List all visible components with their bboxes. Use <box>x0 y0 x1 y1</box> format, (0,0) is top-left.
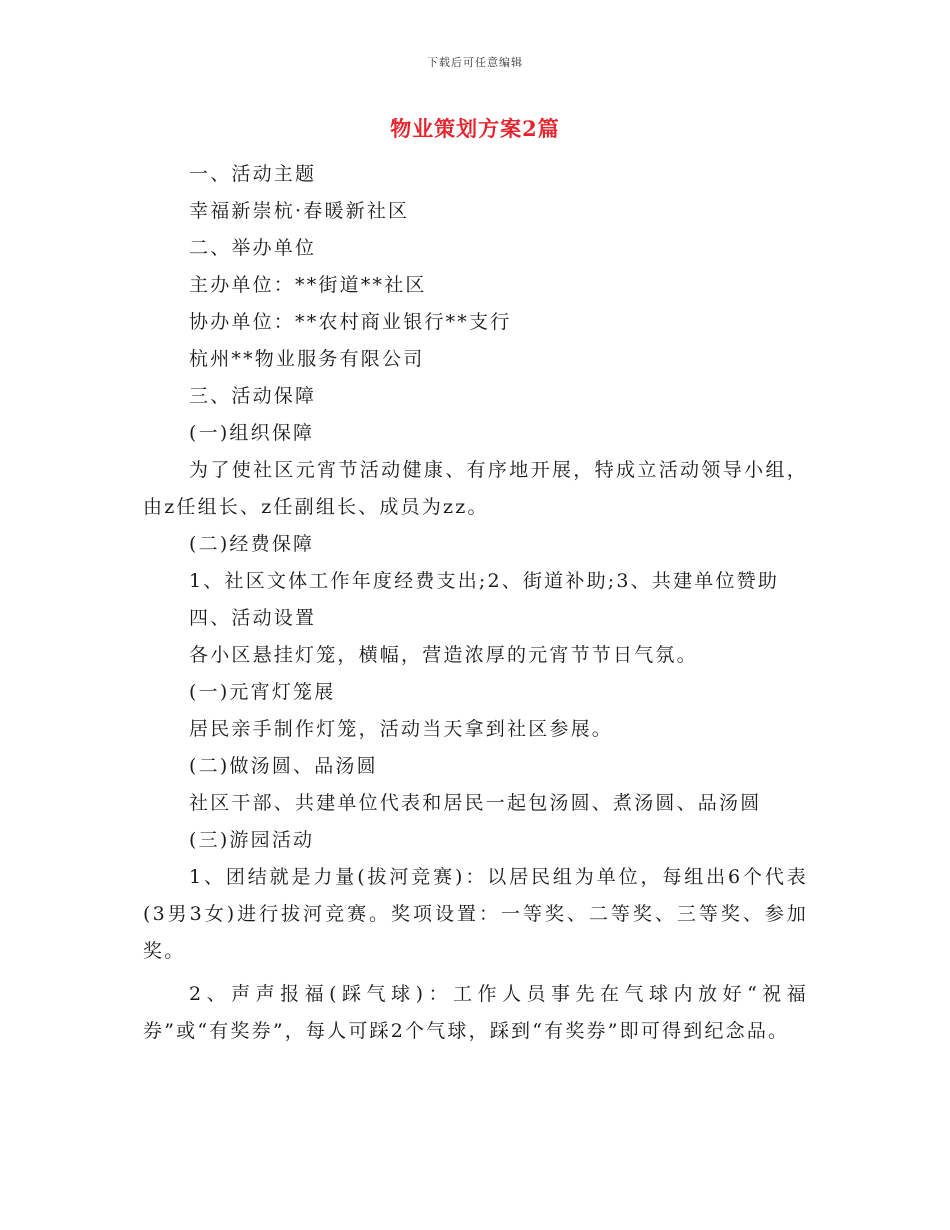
paragraph-property-company: 杭州**物业服务有限公司 <box>189 348 425 370</box>
section-heading-activities: 四、活动设置 <box>189 607 317 629</box>
paragraph-tug-of-war: 1、团结就是力量(拔河竞赛)：以居民组为单位，每组出6个代表(3男3女)进行拔河竞赛。奖项设置：一等奖、二等奖、三等奖、参加奖。 <box>143 866 808 962</box>
paragraph-tangyuan: 社区干部、共建单位代表和居民一起包汤圆、煮汤圆、品汤圆 <box>189 792 762 814</box>
paragraph-organization: 为了使社区元宵节活动健康、有序地开展，特成立活动领导小组，由z任组长、z任副组长、成员为zz。 <box>143 459 808 518</box>
subheading-funding: (二)经费保障 <box>189 533 315 555</box>
subheading-garden-games: (三)游园活动 <box>189 829 315 851</box>
subheading-lantern-show: (一)元宵灯笼展 <box>189 681 336 703</box>
paragraph-balloon-game: 2、声声报福(踩气球)：工作人员事先在气球内放好“祝福券”或“有奖券”，每人可踩2个气球，踩到“有奖券”即可得到纪念品。 <box>143 983 808 1042</box>
paragraph-host: 主办单位：**街道**社区 <box>189 274 427 296</box>
section-heading-organizers: 二、举办单位 <box>189 237 317 259</box>
subheading-organization: (一)组织保障 <box>189 422 315 444</box>
paragraph-lantern-show: 居民亲手制作灯笼，活动当天拿到社区参展。 <box>189 718 614 740</box>
paragraph-co-organizer: 协办单位：**农村商业银行**支行 <box>189 311 512 333</box>
paragraph-decorations: 各小区悬挂灯笼，横幅，营造浓厚的元宵节节日气氛。 <box>189 644 698 666</box>
section-heading-theme: 一、活动主题 <box>189 163 317 185</box>
paragraph-theme: 幸福新崇杭·春暖新社区 <box>189 200 410 222</box>
subheading-tangyuan: (二)做汤圆、品汤圆 <box>189 755 378 777</box>
document-title: 物业策划方案2篇 <box>390 116 560 141</box>
header-note: 下载后可任意编辑 <box>427 56 523 69</box>
section-heading-support: 三、活动保障 <box>189 385 317 407</box>
paragraph-funding: 1、社区文体工作年度经费支出;2、街道补助;3、共建单位赞助 <box>189 570 780 592</box>
document-body <box>143 156 808 1050</box>
